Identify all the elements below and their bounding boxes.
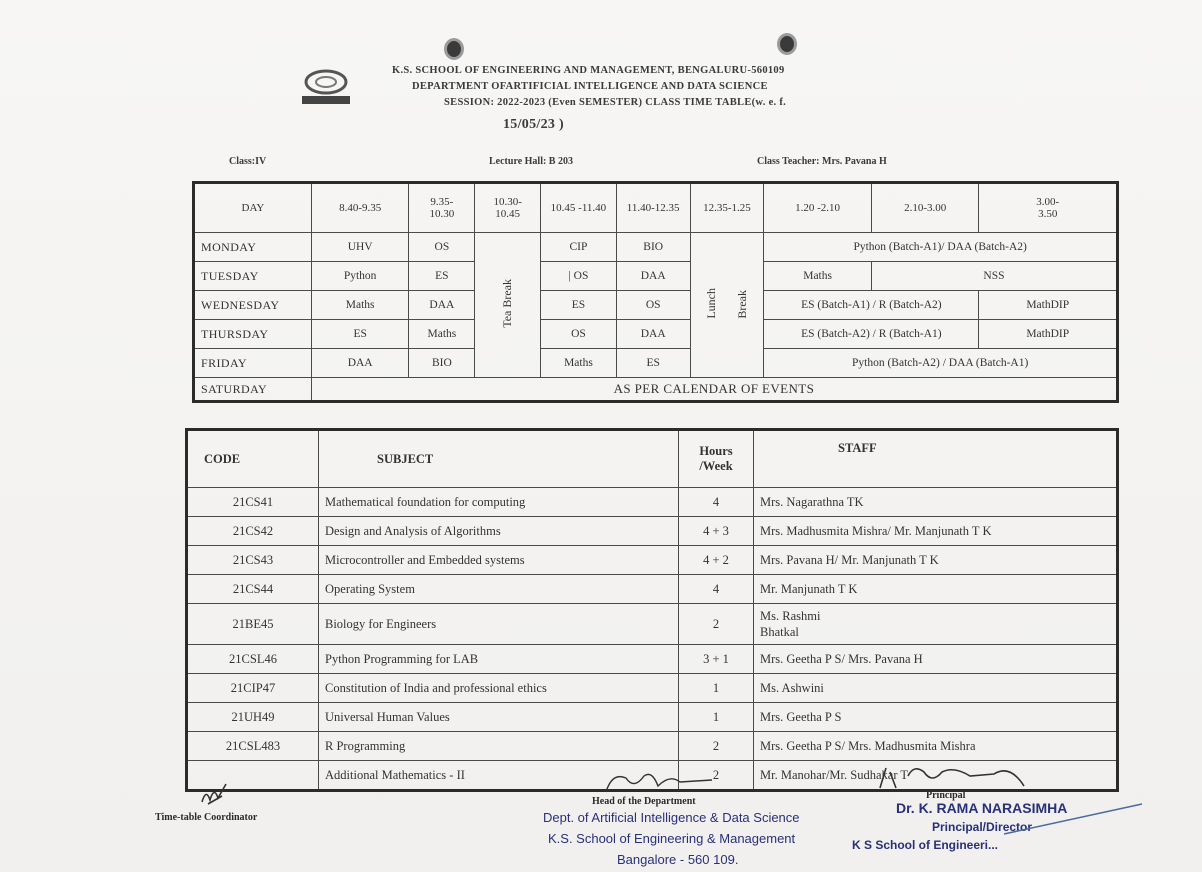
subject-row — [187, 674, 1118, 703]
subject-row — [187, 546, 1118, 575]
timetable-row-saturday — [194, 378, 1118, 402]
subject-hours: 2 — [679, 604, 754, 645]
subject-row — [187, 732, 1118, 761]
class-label: Class:IV — [229, 156, 267, 167]
afternoon-cell: Python (Batch-A2) / DAA (Batch-A1) — [764, 349, 1118, 378]
slot-header: 11.40-12.35 — [616, 183, 690, 233]
principal-role: Principal/Director — [932, 820, 1033, 834]
subject-name: Constitution of India and professional ethics — [319, 674, 679, 703]
subject-row — [187, 517, 1118, 546]
subject-staff: Mrs. Nagarathna TK — [754, 488, 1118, 517]
slot-header: 3.00- 3.50 — [979, 183, 1118, 233]
day-cell: THURSDAY — [194, 320, 312, 349]
lunch-break-label: Break — [735, 290, 750, 319]
afternoon-cell: ES (Batch-A1) / R (Batch-A2) — [764, 291, 979, 320]
timetable-row-tuesday — [194, 262, 1118, 291]
period-cell: OS — [616, 291, 690, 320]
period-cell: UHV — [311, 233, 409, 262]
subject-name: Mathematical foundation for computing — [319, 488, 679, 517]
subject-row — [187, 604, 1118, 645]
department-name: DEPARTMENT OFARTIFICIAL INTELLIGENCE AND DATA SCIENCE — [412, 81, 768, 92]
staff-header: STAFF — [754, 430, 1118, 488]
subject-code: 21CIP47 — [187, 674, 319, 703]
subject-hours: 1 — [679, 703, 754, 732]
period-cell: BIO — [616, 233, 690, 262]
day-cell: SATURDAY — [194, 378, 312, 402]
subject-code: 21CSL483 — [187, 732, 319, 761]
coordinator-signature — [198, 782, 232, 808]
subject-code: 21CS43 — [187, 546, 319, 575]
slot-header: 1.20 -2.10 — [764, 183, 872, 233]
lecture-hall-label: Lecture Hall: B 203 — [489, 156, 573, 167]
subject-row — [187, 488, 1118, 517]
subject-name: Microcontroller and Embedded systems — [319, 546, 679, 575]
subject-name: Additional Mathematics - II — [319, 761, 679, 791]
period-cell: OS — [409, 233, 475, 262]
subject-hours: 4 + 2 — [679, 546, 754, 575]
slot-header: 8.40-9.35 — [311, 183, 409, 233]
period-cell: Python — [311, 262, 409, 291]
subject-staff: Mrs. Geetha P S — [754, 703, 1118, 732]
afternoon-cell: Python (Batch-A1)/ DAA (Batch-A2) — [764, 233, 1118, 262]
subject-name: Python Programming for LAB — [319, 645, 679, 674]
timetable-row-friday — [194, 349, 1118, 378]
subject-header-row — [187, 430, 1118, 488]
subject-name: Biology for Engineers — [319, 604, 679, 645]
day-cell: FRIDAY — [194, 349, 312, 378]
hod-stamp-line-3: Bangalore - 560 109. — [617, 852, 739, 867]
lunch-break-cell — [690, 233, 764, 378]
period-cell: ES — [311, 320, 409, 349]
coordinator-label: Time-table Coordinator — [155, 812, 258, 823]
period-cell: ES — [541, 291, 617, 320]
subject-code: 21CS42 — [187, 517, 319, 546]
timetable-row-wednesday — [194, 291, 1118, 320]
subject-staff: Mrs. Pavana H/ Mr. Manjunath T K — [754, 546, 1118, 575]
subject-code: 21UH49 — [187, 703, 319, 732]
day-header: DAY — [194, 183, 312, 233]
subject-hours: 2 — [679, 732, 754, 761]
day-cell: TUESDAY — [194, 262, 312, 291]
day-cell: WEDNESDAY — [194, 291, 312, 320]
tea-break-label: Tea Break — [500, 279, 515, 328]
subject-hours: 2 — [679, 761, 754, 791]
period-cell: ES — [616, 349, 690, 378]
subject-staff: Mrs. Geetha P S/ Mrs. Pavana H — [754, 645, 1118, 674]
afternoon-cell: MathDIP — [979, 291, 1118, 320]
subject-staff: Mr. Manohar/Mr. Sudhakar T — [754, 761, 1118, 791]
period-cell: | OS — [541, 262, 617, 291]
principal-title: Principal — [926, 790, 966, 801]
subject-hours: 3 + 1 — [679, 645, 754, 674]
stamp-line — [1000, 800, 1150, 840]
period-cell: DAA — [616, 262, 690, 291]
hod-stamp-line-1: Dept. of Artificial Intelligence & Data Science — [543, 810, 800, 825]
hod-stamp-line-2: K.S. School of Engineering & Management — [548, 831, 796, 846]
afternoon-cell: NSS — [871, 262, 1117, 291]
saturday-note: AS PER CALENDAR OF EVENTS — [311, 378, 1117, 402]
timetable-row-monday — [194, 233, 1118, 262]
class-timetable — [192, 181, 1119, 403]
subject-code: 21CS41 — [187, 488, 319, 517]
subject-hours: 1 — [679, 674, 754, 703]
slot-header: 10.45 -11.40 — [541, 183, 617, 233]
slot-header: 12.35-1.25 — [690, 183, 764, 233]
subject-staff: Mrs. Geetha P S/ Mrs. Madhusmita Mishra — [754, 732, 1118, 761]
afternoon-cell: MathDIP — [979, 320, 1118, 349]
subject-row — [187, 575, 1118, 604]
period-cell: DAA — [409, 291, 475, 320]
subject-staff: Mrs. Madhusmita Mishra/ Mr. Manjunath T K — [754, 517, 1118, 546]
subject-name: R Programming — [319, 732, 679, 761]
period-cell: Maths — [311, 291, 409, 320]
class-teacher-label: Class Teacher: Mrs. Pavana H — [757, 156, 887, 167]
principal-name: Dr. K. RAMA NARASIMHA — [896, 800, 1068, 816]
session-line: SESSION: 2022-2023 (Even SEMESTER) CLASS TIME TABLE(w. e. f. — [444, 97, 787, 108]
hod-title: Head of the Department — [592, 796, 696, 807]
subject-staff: Ms. Ashwini — [754, 674, 1118, 703]
subject-name: Design and Analysis of Algorithms — [319, 517, 679, 546]
period-cell: ES — [409, 262, 475, 291]
college-name: K.S. SCHOOL OF ENGINEERING AND MANAGEMENT, BENGALURU-560109 — [392, 65, 785, 76]
slot-header: 2.10-3.00 — [871, 183, 979, 233]
timetable-row-thursday — [194, 320, 1118, 349]
period-cell: DAA — [311, 349, 409, 378]
subject-code: 21CS44 — [187, 575, 319, 604]
college-logo — [300, 68, 352, 106]
subject-hours: 4 + 3 — [679, 517, 754, 546]
period-cell: Maths — [541, 349, 617, 378]
subject-name: Universal Human Values — [319, 703, 679, 732]
subject-hours: 4 — [679, 488, 754, 517]
punch-hole-left — [444, 38, 464, 60]
principal-school: K S School of Engineeri... — [852, 838, 999, 852]
subject-staff: Ms. Rashmi Bhatkal — [754, 604, 1118, 645]
lunch-label: Lunch — [703, 288, 718, 319]
slot-header: 9.35- 10.30 — [409, 183, 475, 233]
afternoon-cell: ES (Batch-A2) / R (Batch-A1) — [764, 320, 979, 349]
day-cell: MONDAY — [194, 233, 312, 262]
tea-break-cell — [475, 233, 541, 378]
subject-hours: 4 — [679, 575, 754, 604]
hod-signature — [600, 768, 720, 798]
slot-header: 10.30- 10.45 — [475, 183, 541, 233]
subject-row — [187, 645, 1118, 674]
punch-hole-right — [777, 33, 797, 55]
afternoon-cell: Maths — [764, 262, 872, 291]
subject-staff-table — [185, 428, 1119, 792]
subject-staff: Mr. Manjunath T K — [754, 575, 1118, 604]
period-cell: OS — [541, 320, 617, 349]
subject-code: 21BE45 — [187, 604, 319, 645]
subject-header: SUBJECT — [319, 430, 679, 488]
timetable-header-row — [194, 183, 1118, 233]
period-cell: CIP — [541, 233, 617, 262]
hours-header: Hours /Week — [679, 430, 754, 488]
period-cell: BIO — [409, 349, 475, 378]
subject-name: Operating System — [319, 575, 679, 604]
subject-code: 21CSL46 — [187, 645, 319, 674]
period-cell: Maths — [409, 320, 475, 349]
period-cell: DAA — [616, 320, 690, 349]
code-header: CODE — [187, 430, 319, 488]
effective-date: 15/05/23 ) — [503, 117, 564, 132]
subject-row — [187, 703, 1118, 732]
